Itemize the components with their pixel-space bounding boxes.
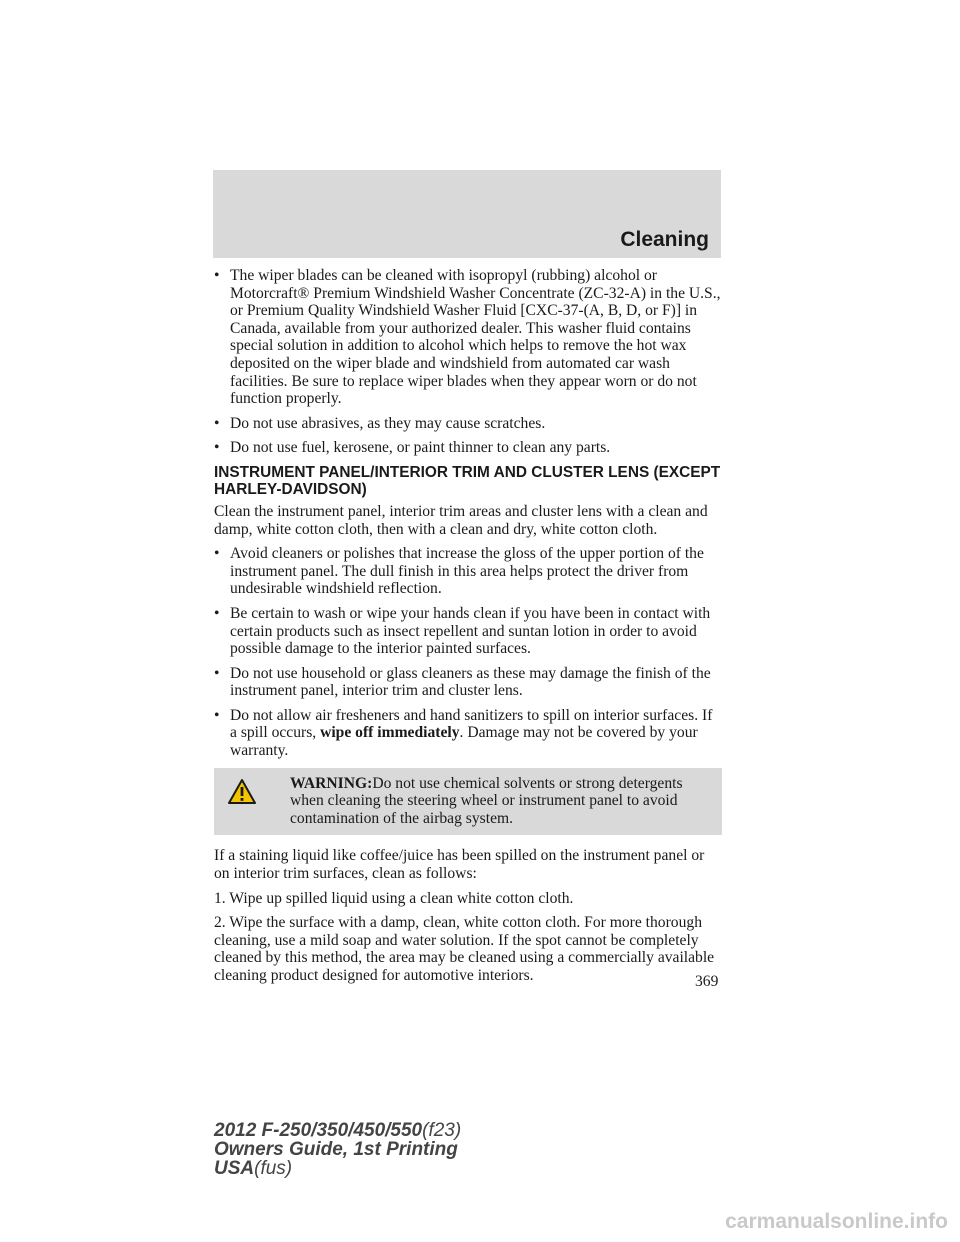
bullet-mark: •	[214, 664, 220, 682]
list-item	[214, 605, 722, 658]
footer-code: (f23)	[422, 1120, 462, 1141]
warning-body: Do not use chemical solvents or strong detergents when cleaning the steering wheel or instrument panel to avoid contamination of the airbag system.	[290, 774, 683, 827]
emphasis-text: wipe off immediately	[320, 724, 460, 742]
page-content	[214, 267, 722, 992]
list-item-text: Do not use household or glass cleaners as these may damage the finish of the instrument panel, interior trim and cluster lens.	[230, 664, 711, 700]
list-item-text	[230, 707, 722, 760]
warning-text	[220, 775, 716, 828]
section-intro: Clean the instrument panel, interior trim areas and cluster lens with a clean and damp, white cotton cloth, then with a clean and dry, white cotton cloth.	[214, 502, 708, 538]
list-item	[214, 439, 722, 457]
list-item	[214, 665, 722, 700]
bullet-mark: •	[214, 604, 220, 622]
list-item-text: Avoid cleaners or polishes that increase the gloss of the upper portion of the instrument panel. The dull finish in this area helps protect the driver from undesirable windshield reflection.	[230, 545, 704, 598]
bullet-mark: •	[214, 706, 220, 724]
list-item-text-end: . Damage may not be covered by your warranty.	[230, 724, 698, 760]
list-item	[214, 707, 722, 760]
footer-line-3	[214, 1159, 461, 1178]
footer-line-2	[214, 1140, 461, 1159]
list-item	[214, 267, 722, 408]
section-title: Cleaning	[620, 228, 709, 251]
footer-print-info	[214, 1121, 461, 1178]
bullet-mark: •	[214, 545, 220, 563]
footer-region: USA	[214, 1158, 255, 1179]
warning-label: WARNING:	[290, 774, 373, 792]
watermark-logo: carmanualsonline.info	[725, 1210, 948, 1233]
list-item	[214, 545, 722, 598]
section-header-band	[213, 170, 721, 258]
list-item-text: Do not use fuel, kerosene, or paint thinner to clean any parts.	[230, 439, 611, 457]
bullet-mark: •	[214, 414, 220, 432]
spill-intro: If a staining liquid like coffee/juice has been spilled on the instrument panel or on interior trim surfaces, clean as follows:	[214, 847, 705, 883]
warning-box	[214, 768, 722, 836]
list-item-text: The wiper blades can be cleaned with isopropyl (rubbing) alcohol or Motorcraft® Premium Windshield Washer Concentrate (ZC-32-A) in the U.S., or Premium Quality Windshield Washer Fluid [CXC-37-(A, B, D, or F)] in Canada, available from your authorized dealer. This washer fluid contains special solution in addition to alcohol which helps to remove the hot wax deposited on the wiper blade and windshield from automated car wash facilities. Be sure to replace wiper blades when they appear worn or do not function properly.	[230, 267, 721, 408]
footer-model: 2012 F-250/350/450/550	[214, 1120, 423, 1141]
footer-line-1	[214, 1121, 461, 1140]
footer-region-code: (fus)	[254, 1158, 293, 1179]
page-number: 369	[695, 973, 719, 990]
list-item-text: Do not use abrasives, as they may cause scratches.	[230, 414, 546, 432]
bullet-mark: •	[214, 439, 220, 457]
list-item-text-start: Do not allow air fresheners and hand sanitizers to spill on interior surfaces. If a spill occurs,	[230, 706, 713, 742]
list-item	[214, 415, 722, 433]
warning-triangle-icon	[227, 778, 257, 811]
spill-step-1: 1. Wipe up spilled liquid using a clean white cotton cloth.	[214, 889, 574, 907]
bullet-mark: •	[214, 267, 220, 284]
footer-edition: Owners Guide, 1st Printing	[214, 1139, 458, 1160]
spill-step-2: 2. Wipe the surface with a damp, clean, white cotton cloth. For more thorough cleaning, use a mild soap and water solution. If the spot cannot be completely cleaned by this method, the area may be cleaned using a commercially available cleaning product designed for automotive interiors.	[214, 914, 715, 984]
list-item-text: Be certain to wash or wipe your hands clean if you have been in contact with certain products such as insect repellent and suntan lotion in order to avoid possible damage to the interior painted surfaces.	[230, 604, 711, 658]
section-heading: INSTRUMENT PANEL/INTERIOR TRIM AND CLUSTER LENS (EXCEPT HARLEY-DAVIDSON)	[214, 463, 721, 499]
